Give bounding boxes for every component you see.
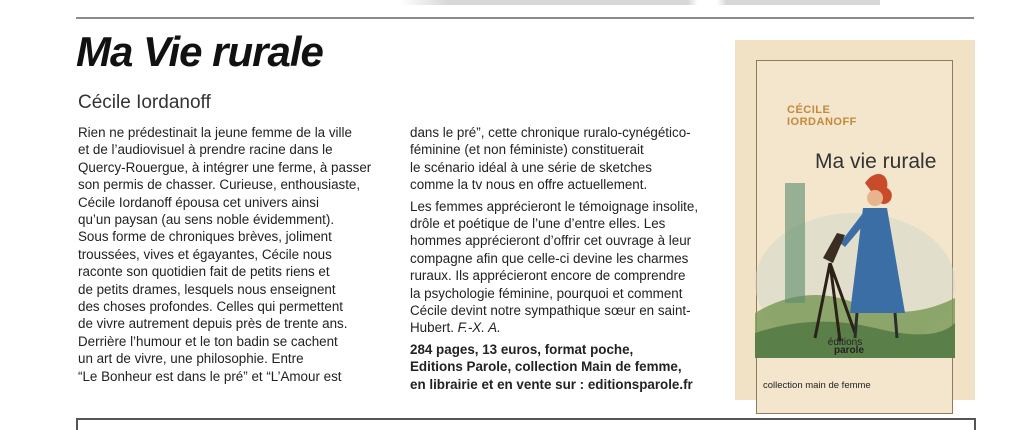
text-line: hommes apprécieront d’offrir cet ouvrage à leur xyxy=(410,233,692,249)
body-paragraph-1-continued xyxy=(410,124,730,194)
text-line: Cécile Iordanoff épousa cet univers ainsi xyxy=(78,194,319,210)
text-line: comme la tv nous en offre actuellement. xyxy=(410,177,648,193)
text-line: dans le pré”, cette chronique ruralo-cynégético- xyxy=(410,125,691,140)
text-line: drôle et poétique de l’une d’entre elles. Les xyxy=(410,216,666,232)
cover-title: Ma vie rurale xyxy=(815,150,937,173)
bottom-divider xyxy=(76,418,974,420)
book-info-line: 284 pages, 13 euros, format poche, xyxy=(410,341,634,357)
text-line: Derrière l’humour et le ton badin se cachent xyxy=(78,333,338,349)
text-line: la psychologie féminine, pourquoi et comment xyxy=(410,285,683,301)
cover-illustration xyxy=(745,163,960,358)
cover-collection: collection main de femme xyxy=(763,380,871,391)
text-line: son permis de chasser. Curieuse, enthousiaste, xyxy=(78,177,361,193)
cover-author xyxy=(787,104,857,128)
bottom-frame-right xyxy=(974,418,976,430)
text-line: Rien ne prédestinait la jeune femme de la ville xyxy=(78,125,352,140)
book-info-line: en librairie et en vente sur : editionsparole.fr xyxy=(410,376,693,392)
tree-left xyxy=(785,183,805,303)
text-line: Quercy-Rouergue, à intégrer une ferme, à passer xyxy=(78,159,372,175)
text-line: compagne afin que celle-ci devine les charmes xyxy=(410,250,689,266)
woman-face xyxy=(867,190,883,206)
text-line: et de l’audiovisuel à prendre racine dans le xyxy=(78,142,333,158)
body-paragraph-1 xyxy=(78,124,408,385)
bottom-frame-left xyxy=(76,418,78,430)
book-info-line: Editions Parole, collection Main de femme, xyxy=(410,359,682,375)
clipped-previous-content xyxy=(400,0,880,5)
publisher-logo xyxy=(826,338,864,356)
body-column-1 xyxy=(78,124,408,385)
book-info xyxy=(410,341,730,393)
cover-author-last: IORDANOFF xyxy=(787,116,857,128)
text-line: féminine (et non féministe) constituerait xyxy=(410,142,644,158)
publisher-line-2: parole xyxy=(834,345,865,356)
publisher-line-1: éditions xyxy=(827,337,863,348)
top-divider xyxy=(76,17,974,19)
article-author: Cécile Iordanoff xyxy=(78,92,211,113)
text-line: de petits drames, lesquels nous enseignent xyxy=(78,281,336,297)
text-line: le scénario idéal à une série de sketches xyxy=(410,159,652,175)
text-line: troussées, vives et égayantes, Cécile nous xyxy=(78,246,332,262)
body-paragraph-2 xyxy=(410,198,730,337)
text-line: raconte son quotidien fait de petits riens et xyxy=(78,264,330,280)
text-line-end: Hubert. xyxy=(410,320,454,336)
text-line: Sous forme de chroniques brèves, joliment xyxy=(78,229,332,245)
text-line: Les femmes apprécieront le témoignage insolite, xyxy=(410,198,699,214)
text-line: des choses profondes. Celles qui permettent xyxy=(78,299,343,315)
text-line: qu’un paysan (au sens noble évidemment). xyxy=(78,212,335,228)
text-line: de vivre autrement depuis près de trente ans. xyxy=(78,316,348,332)
text-line: ruraux. Ils apprécieront encore de comprendre xyxy=(410,268,686,284)
text-line xyxy=(410,319,730,336)
cover-author-first: CÉCILE xyxy=(787,104,831,116)
text-line: Cécile devint notre sympathique sœur en saint- xyxy=(410,303,691,319)
body-column-2 xyxy=(410,124,730,393)
text-line: un art de vivre, une philosophie. Entre xyxy=(78,351,304,367)
article-title: Ma Vie rurale xyxy=(76,28,323,75)
signature: F.-X. A. xyxy=(457,320,501,336)
text-line: “Le Bonheur est dans le pré” et “L’Amour est xyxy=(78,368,342,384)
